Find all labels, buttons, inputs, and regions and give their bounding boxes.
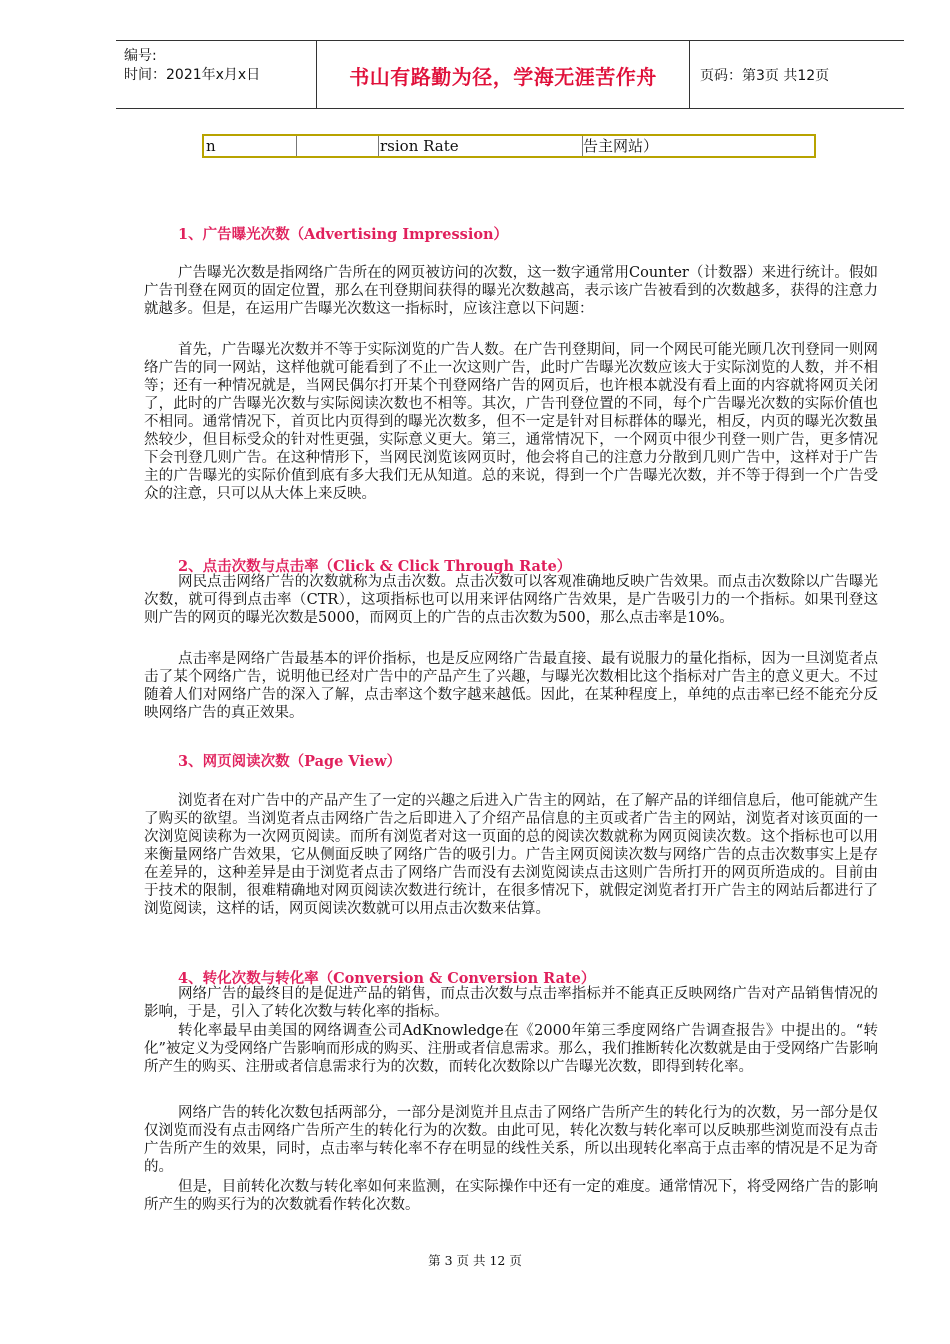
section-heading: 1、广告曝光次数（Advertising Impression） <box>178 226 509 243</box>
page-footer: 第 3 页 共 12 页 <box>428 1253 522 1268</box>
paragraph: 转化率最早由美国的网络调查公司AdKnowledge在《2000年第三季度网络广告调查报告》中提出的。“转化”被定义为受网络广告影响而形成的购买、注册或者信息需求。那么，我们推断转化次数就是由于受网络广告影响所产生的购买、注册或者信息需求行为的次数，而转化次数除以广告曝光次数，即得到转化率。 <box>144 1023 878 1075</box>
paragraph: 网络广告的转化次数包括两部分，一部分是浏览并且点击了网络广告所产生的转化行为的次数，另一部分是仅仅浏览而没有点击网络广告所产生的转化行为的次数。由此可见，转化次数与转化率可以反映那些浏览而没有点击广告所产生的效果，同时，点击率与转化率不存在明显的线性关系，所以出现转化率高于点击率的情况是不足为奇的。 <box>144 1105 878 1175</box>
table-cell: 告主网站） <box>582 136 815 156</box>
paragraph: 首先，广告曝光次数并不等于实际浏览的广告人数。在广告刊登期间，同一个网民可能光顾几次刊登同一则网络广告的同一网站，这样他就可能看到了不止一次这则广告，此时广告曝光次数应该大于实际浏览的人数，并不相等；还有一种情况就是，当网民偶尔打开某个刊登网络广告的网页后，也许根本就没有看上面的内容就将网页关闭了，此时的广告曝光次数与实际阅读次数也不相等。其次，广告刊登位置的不同，每个广告曝光次数的实际价值也不相同。通常情况下，首页比内页得到的曝光次数多，但不一定是针对目标群体的曝光，相反，内页的曝光次数虽然较少，但目标受众的针对性更强，实际意义更大。第三，通常情况下，一个网页中很少刊登一则广告，更多情况下会刊登几则广告。在这种情形下，当网民浏览该网页时，他会将自己的注意力分散到几则广告中，这样对于广告主的广告曝光的实际价值到底有多大我们无从知道。总的来说，得到一个广告曝光次数，并不等于得到一个广告受众的注意，只可以从大体上来反映。 <box>144 342 878 502</box>
paragraph: 网民点击网络广告的次数就称为点击次数。点击次数可以客观准确地反映广告效果。而点击次数除以广告曝光次数，就可得到点击率（CTR），这项指标也可以用来评估网络广告效果，是广告吸引力的一个指标。如果刊登这则广告的网页的曝光次数是5000，而网页上的广告的点击次数为500，那么点击率是10%。 <box>144 574 878 626</box>
section-heading: 2、点击次数与点击率（Click & Click Through Rate） <box>178 558 572 575</box>
paragraph: 浏览者在对广告中的产品产生了一定的兴趣之后进入广告主的网站，在了解产品的详细信息后，他可能就产生了购买的欲望。当浏览者点击网络广告之后即进入了介绍产品信息的主页或者广告主的网站，浏览者对该页面的一次浏览阅读称为一次网页阅读。而所有浏览者对这一页面的总的阅读次数就称为网页阅读次数。这个指标也可以用来衡量网络广告效果，它从侧面反映了网络广告的吸引力。广告主网页阅读次数与网络广告的点击次数事实上是存在差异的，这种差异是由于浏览者点击了网络广告而没有去浏览阅读点击这则广告所打开的网页所造成的。目前由于技术的限制，很难精确地对网页阅读次数进行统计，在很多情况下，就假定浏览者打开广告主的网站后都进行了浏览阅读，这样的话，网页阅读次数就可以用点击次数来估算。 <box>144 793 878 917</box>
paragraph: 网络广告的最终目的是促进产品的销售，而点击次数与点击率指标并不能真正反映网络广告对产品销售情况的影响，于是，引入了转化次数与转化率的指标。 <box>144 986 878 1020</box>
page-indicator: 页码：第3页 共12页 <box>700 68 830 84</box>
header-motto-cell <box>317 41 690 108</box>
page-header <box>116 40 904 109</box>
table-cell: rsion Rate <box>380 137 459 155</box>
paragraph: 广告曝光次数是指网络广告所在的网页被访问的次数，这一数字通常用Counter（计数器）来进行统计。假如广告刊登在网页的固定位置，那么在刊登期间获得的曝光次数越高，表示该广告被看到的次数越多，获得的注意力就越多。但是，在运用广告曝光次数这一指标时，应该注意以下问题： <box>144 265 878 317</box>
time-label: 时间：2021年x月x日 <box>124 67 261 83</box>
table-cell: n <box>206 136 297 156</box>
header-page-cell <box>690 41 904 108</box>
motto-text: 书山有路勤为径，学海无涯苦作舟 <box>349 65 657 89</box>
table-cell <box>298 136 379 156</box>
header-meta <box>116 41 317 108</box>
paragraph: 点击率是网络广告最基本的评价指标，也是反应网络广告最直接、最有说服力的量化指标，因为一旦浏览者点击了某个网络广告，说明他已经对广告中的产品产生了兴趣，与曝光次数相比这个指标对广告主的意义更大。不过随着人们对网络广告的深入了解，点击率这个数字越来越低。因此，在某种程度上，单纯的点击率已经不能充分反映网络广告的真正效果。 <box>144 651 878 721</box>
section-heading: 3、网页阅读次数（Page View） <box>178 753 402 770</box>
paragraph: 但是，目前转化次数与转化率如何来监测，在实际操作中还有一定的难度。通常情况下，将受网络广告的影响所产生的购买行为的次数就看作转化次数。 <box>144 1179 878 1213</box>
table-fragment-row <box>202 134 816 158</box>
number-label: 编号: <box>124 48 157 64</box>
section-heading: 4、转化次数与转化率（Conversion & Conversion Rate） <box>178 970 596 987</box>
